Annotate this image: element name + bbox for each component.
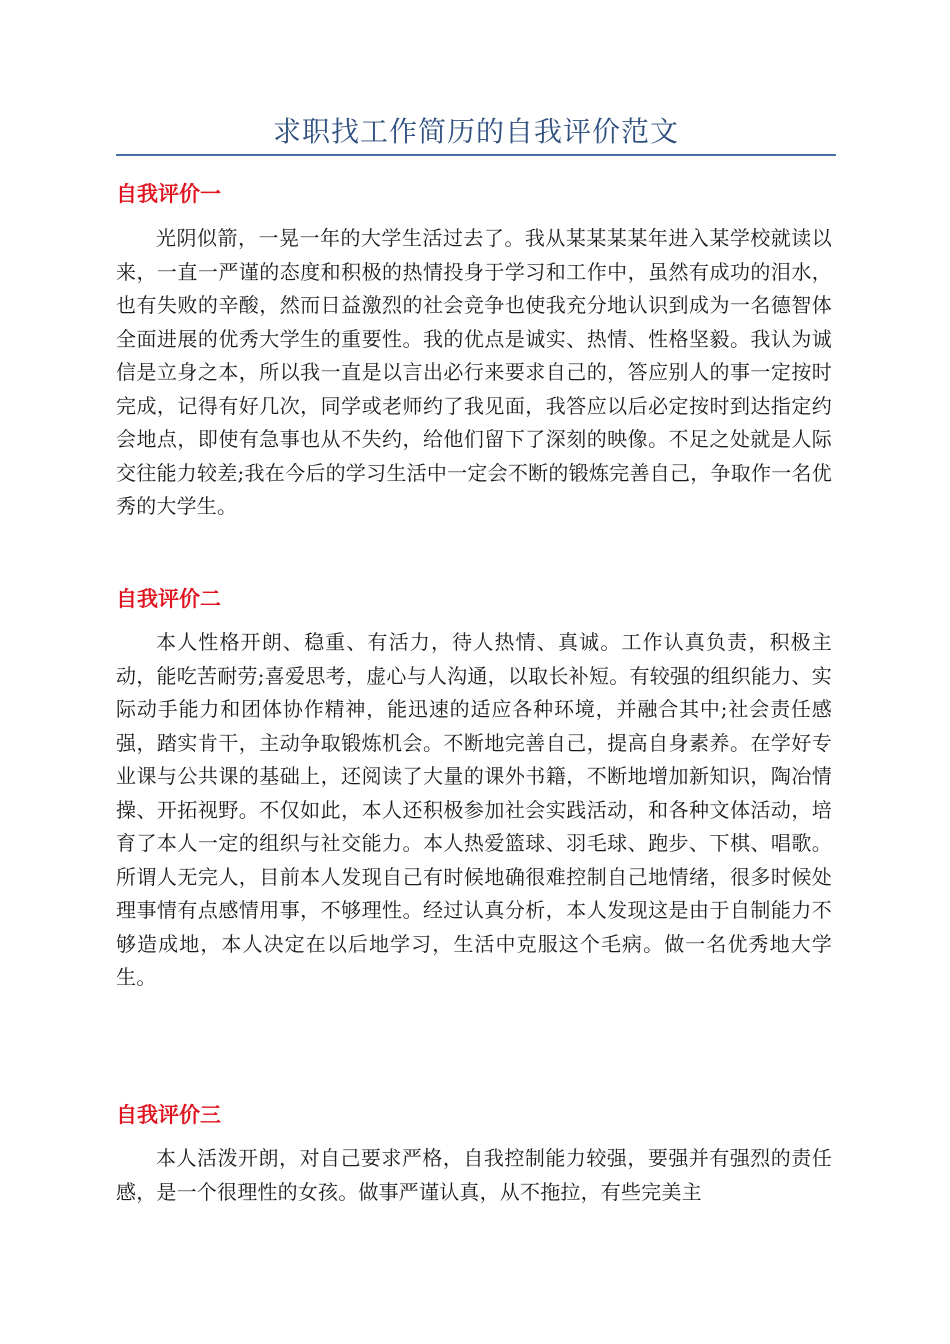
- section-body-3: 本人活泼开朗，对自己要求严格，自我控制能力较强，要强并有强烈的责任感，是一个很理性的女孩。做事严谨认真，从不拖拉，有些完美主: [116, 1146, 832, 1204]
- section-heading-2: 自我评价二: [116, 587, 221, 611]
- section-body-2: 本人性格开朗、稳重、有活力，待人热情、真诚。工作认真负责，积极主动，能吃苦耐劳;喜爱思考，虚心与人沟通，以取长补短。有较强的组织能力、实际动手能力和团体协作精神，能迅速的适应各种环境，并融合其中;社会责任感强，踏实肯干，主动争取锻炼机会。不断地完善自己，提高自身素养。在学好专业课与公共课的基础上，还阅读了大量的课外书籍，不断地增加新知识，陶冶情操、开拓视野。不仅如此，本人还积极参加社会实践活动，和各种文体活动，培育了本人一定的组织与社交能力。本人热爱篮球、羽毛球、跑步、下棋、唱歌。所谓人无完人，目前本人发现自己有时候地确很难控制自己地情绪，很多时候处理事情有点感情用事，不够理性。经过认真分析，本人发现这是由于自制能力不够造成地，本人决定在以后地学习，生活中克服这个毛病。做一名优秀地大学生。: [116, 630, 832, 989]
- section-heading-1: 自我评价一: [116, 182, 221, 206]
- document-title: 求职找工作简历的自我评价范文: [272, 115, 679, 148]
- section-body-1: 光阴似箭，一晃一年的大学生活过去了。我从某某某某年进入某学校就读以来，一直一严谨的态度和积极的热情投身于学习和工作中，虽然有成功的泪水，也有失败的辛酸，然而日益激烈的社会竞争也使我充分地认识到成为一名德智体全面进展的优秀大学生的重要性。我的优点是诚实、热情、性格坚毅。我认为诚信是立身之本，所以我一直是以言出必行来要求自己的，答应别人的事一定按时完成，记得有好几次，同学或老师约了我见面，我答应以后必定按时到达指定约会地点，即使有急事也从不失约，给他们留下了深刻的映像。不足之处就是人际交往能力较差;我在今后的学习生活中一定会不断的锻炼完善自己，争取作一名优秀的大学生。: [116, 226, 832, 518]
- section-heading-3: 自我评价三: [116, 1103, 221, 1127]
- title-underline: [116, 154, 836, 156]
